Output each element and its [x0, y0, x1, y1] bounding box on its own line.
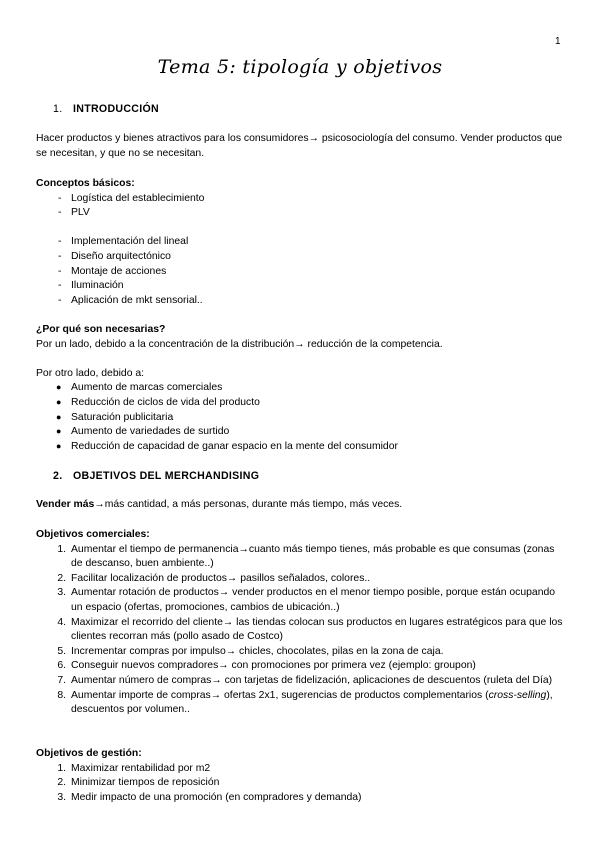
list-item: - Implementación del lineal	[58, 236, 189, 248]
section-title: OBJETIVOS DEL MERCHANDISING	[73, 470, 260, 482]
intro-paragraph: Hacer productos y bienes atractivos para los consumidores→ psicosociología del consumo. Vender productos que se necesitan, y que no se necesitan.	[36, 133, 563, 159]
list-item: 6. Conseguir nuevos compradores→ con promociones por primera vez (ejemplo: groupon)	[57, 660, 476, 672]
list-item: - PLV	[58, 207, 90, 219]
conceptos-list-1	[36, 192, 568, 221]
porque-section	[36, 323, 568, 454]
vender-mas-bold: Vender más	[36, 499, 95, 510]
page-title: Tema 5: tipología y objetivos	[157, 56, 443, 78]
list-item: 3. Aumentar rotación de productos→ vender productos en el menor tiempo posible, porque están ocupando un espacio (ofertas, promociones, cambios de ubicación..)	[57, 587, 556, 613]
list-item: 4. Maximizar el recorrido del cliente→ las tiendas colocan sus productos en lugares estratégicos para que los clientes recorran más (pollo asado de Costco)	[57, 616, 563, 643]
vender-mas-line	[36, 498, 568, 513]
section-title: INTRODUCCIÓN	[73, 103, 159, 115]
conceptos-section	[36, 177, 568, 308]
porque-line-1: Por un lado, debido a la concentración de la distribución→ reducción de la competencia.	[36, 338, 443, 350]
conceptos-heading: Conceptos básicos:	[36, 178, 135, 189]
section-heading-objetivos	[36, 469, 568, 484]
list-item: ● Saturación publicitaria	[56, 411, 174, 423]
porque-bullet-list	[36, 381, 568, 454]
comerciales-list	[36, 543, 568, 718]
list-item: - Aplicación de mkt sensorial..	[58, 294, 203, 306]
conceptos-list-2	[36, 235, 568, 308]
list-item: 3. Medir impacto de una promoción (en compradores y demanda)	[57, 791, 362, 803]
list-item: - Logística del establecimiento	[58, 192, 205, 204]
page-number: 1	[555, 36, 561, 47]
vender-mas-text: →más cantidad, a más personas, durante más tiempo, más veces.	[94, 499, 403, 510]
list-item: 1. Aumentar el tiempo de permanencia→cuanto más tiempo tienes, más probable es que consumas (zonas de descanso, buen ambiente..)	[57, 543, 555, 570]
list-item: ● Aumento de variedades de surtido	[56, 426, 230, 438]
section-heading-introduccion	[36, 102, 568, 117]
list-item: 5. Incrementar compras por impulso→ chicles, chocolates, pilas en la zona de caja.	[57, 645, 444, 657]
comerciales-heading: Objetivos comerciales:	[36, 529, 150, 540]
gestion-heading: Objetivos de gestión:	[36, 748, 142, 759]
porque-line-2: Por otro lado, debido a:	[36, 367, 145, 379]
list-item: 2. Facilitar localización de productos→ pasillos señalados, colores..	[57, 572, 371, 584]
list-item: ● Aumento de marcas comerciales	[56, 382, 223, 394]
list-item: ● Reducción de capacidad de ganar espacio en la mente del consumidor	[56, 440, 398, 452]
list-item: ● Reducción de ciclos de vida del producto	[56, 396, 260, 408]
section-number: 1.	[53, 103, 63, 115]
list-item: - Diseño arquitectónico	[58, 250, 171, 262]
section-number: 2.	[53, 470, 63, 482]
porque-heading: ¿Por qué son necesarias?	[36, 324, 166, 335]
list-item: - Montaje de acciones	[58, 265, 167, 277]
list-item: 8. Aumentar importe de compras→ ofertas 2x1, sugerencias de productos complementarios (cross-selling), descuentos por volumen..	[57, 689, 553, 716]
gestion-list	[36, 762, 568, 806]
objetivos-gestion-section	[36, 747, 568, 805]
list-item: 2. Minimizar tiempos de reposición	[57, 777, 220, 789]
list-item: - Iluminación	[58, 280, 124, 292]
list-item: 1. Maximizar rentabilidad por m2	[57, 762, 211, 774]
objetivos-comerciales-section	[36, 528, 568, 718]
list-item: 7. Aumentar número de compras→ con tarjetas de fidelización, aplicaciones de descuentos (ruleta del Día)	[57, 674, 553, 686]
